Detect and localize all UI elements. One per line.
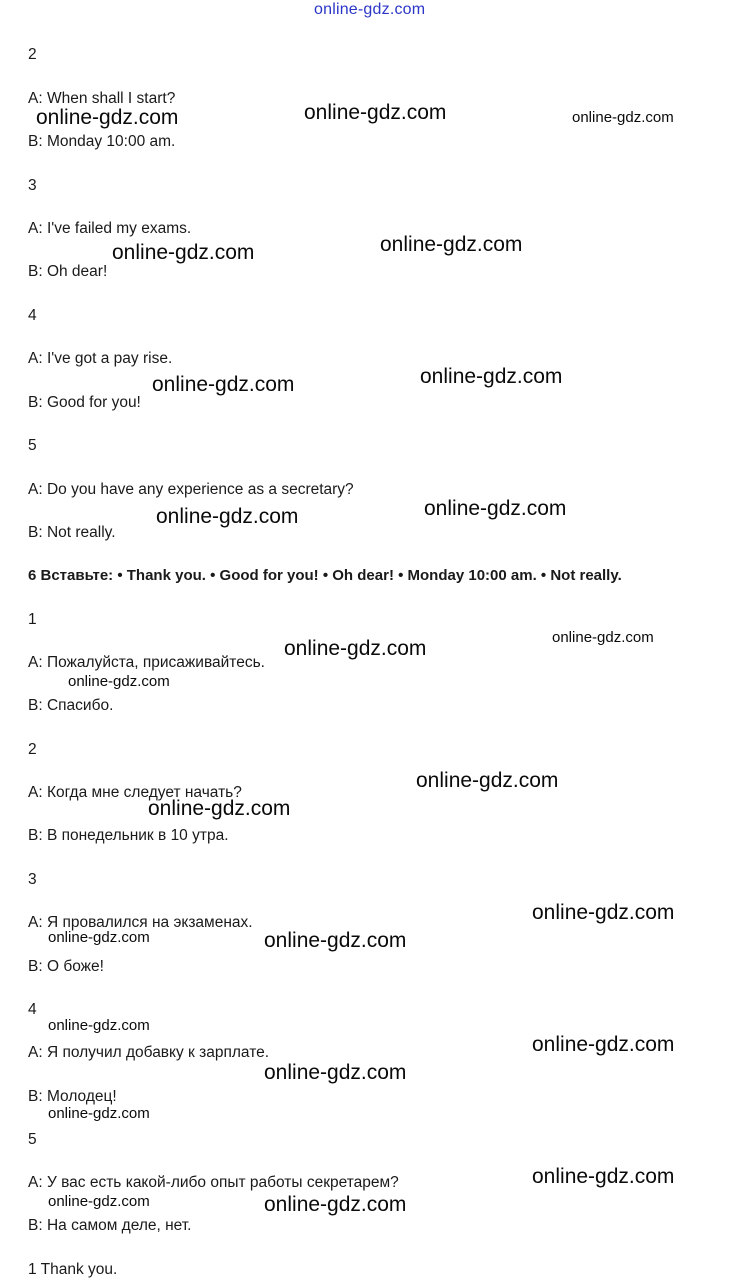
watermark: online-gdz.com — [264, 929, 407, 952]
line: A: When shall I start? — [28, 90, 176, 107]
line: B: Not really. — [28, 524, 116, 541]
line: 1 — [28, 611, 37, 628]
watermark: online-gdz.com — [48, 929, 150, 946]
watermark: online-gdz.com — [416, 769, 559, 792]
line: B: О боже! — [28, 958, 104, 975]
exercise-heading: 6 Вставьте: • Thank you. • Good for you! • Oh dear! • Monday 10:00 am. • Not really. — [28, 567, 622, 584]
header-watermark: online-gdz.com — [314, 1, 426, 18]
line: 2 — [28, 46, 37, 63]
line: A: I've failed my exams. — [28, 220, 192, 237]
line: A: У вас есть какой-либо опыт работы секретарем? — [28, 1174, 399, 1191]
watermark: online-gdz.com — [532, 901, 675, 924]
watermark: online-gdz.com — [48, 1193, 150, 1210]
watermark: online-gdz.com — [380, 233, 523, 256]
watermark: online-gdz.com — [284, 637, 427, 660]
line: 4 — [28, 1001, 37, 1018]
watermark: online-gdz.com — [48, 1017, 150, 1034]
watermark: online-gdz.com — [264, 1061, 407, 1084]
line: A: Пожалуйста, присаживайтесь. — [28, 654, 265, 671]
watermark: online-gdz.com — [152, 373, 295, 396]
watermark: online-gdz.com — [424, 497, 567, 520]
watermark: online-gdz.com — [304, 101, 447, 124]
watermark: online-gdz.com — [148, 797, 291, 820]
line: 3 — [28, 177, 37, 194]
watermark: online-gdz.com — [264, 1193, 407, 1216]
watermark: online-gdz.com — [36, 106, 179, 129]
line: A: Do you have any experience as a secretary? — [28, 481, 354, 498]
watermark: online-gdz.com — [420, 365, 563, 388]
line: A: Когда мне следует начать? — [28, 784, 242, 801]
line: A: Я провалился на экзаменах. — [28, 914, 253, 931]
line: 2 — [28, 741, 37, 758]
line: B: Oh dear! — [28, 263, 108, 280]
line: A: I've got a pay rise. — [28, 350, 173, 367]
watermark: online-gdz.com — [532, 1165, 675, 1188]
watermark: online-gdz.com — [68, 673, 170, 690]
line: 5 — [28, 437, 37, 454]
line: A: Я получил добавку к зарплате. — [28, 1044, 270, 1061]
line: B: На самом деле, нет. — [28, 1217, 192, 1234]
watermark: online-gdz.com — [112, 241, 255, 264]
watermark: online-gdz.com — [156, 505, 299, 528]
line: B: Good for you! — [28, 394, 141, 411]
line: 3 — [28, 871, 37, 888]
line: B: В понедельник в 10 утра. — [28, 827, 229, 844]
watermark: online-gdz.com — [48, 1105, 150, 1122]
watermark: online-gdz.com — [532, 1033, 675, 1056]
watermark: online-gdz.com — [572, 109, 674, 126]
line: 1 Thank you. — [28, 1261, 118, 1278]
watermark: online-gdz.com — [552, 629, 654, 646]
line: 4 — [28, 307, 37, 324]
line: B: Monday 10:00 am. — [28, 133, 176, 150]
line: B: Молодец! — [28, 1088, 117, 1105]
line: 5 — [28, 1131, 37, 1148]
line: B: Спасибо. — [28, 697, 114, 714]
